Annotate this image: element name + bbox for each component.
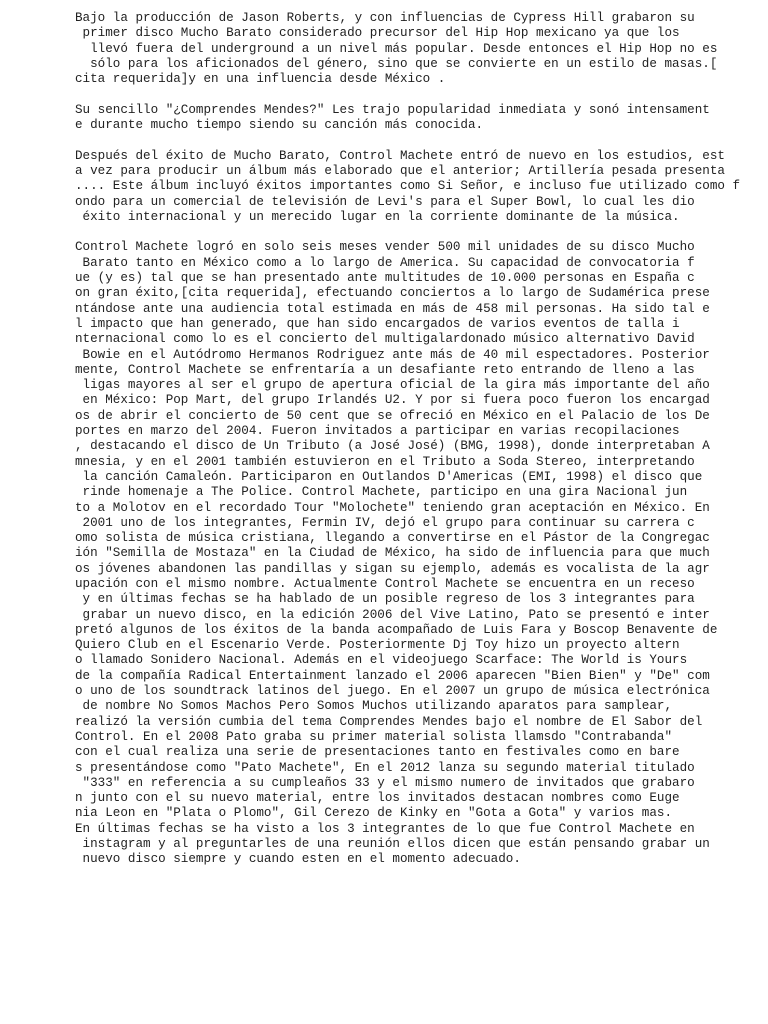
text-line: pretó algunos de los éxitos de la banda acompañado de Luis Fara y Boscop Benavente de — [75, 622, 718, 637]
text-line: "333" en referencia a su cumpleaños 33 y el mismo numero de invitados que grabaro — [75, 775, 695, 790]
text-line: ligas mayores al ser el grupo de apertura oficial de la gira más importante del año — [75, 378, 710, 393]
text-line: a vez para producir un álbum más elaborado que el anterior; Artillería pesada presenta — [75, 163, 725, 178]
text-line: llevó fuera del underground a un nivel más popular. Desde entonces el Hip Hop no es — [75, 41, 718, 56]
paragraph-intro — [75, 11, 765, 87]
text-line: cita requerida]y en una influencia desde México . — [75, 72, 446, 87]
text-line: ntándose ante una audiencia total estimada en más de 458 mil personas. Ha sido tal e — [75, 301, 710, 316]
text-line: Control Machete logró en solo seis meses vender 500 mil unidades de su disco Mucho — [75, 240, 695, 255]
text-line: to a Molotov en el recordado Tour "Molochete" teniendo gran aceptación en México. En — [75, 500, 710, 515]
text-line: Bajo la producción de Jason Roberts, y con influencias de Cypress Hill grabaron su — [75, 11, 695, 25]
text-line: ión "Semilla de Mostaza" en la Ciudad de México, ha sido de influencia para que much — [75, 546, 710, 561]
text-line: nuevo disco siempre y cuando esten en el momento adecuado. — [75, 852, 521, 867]
text-line: .... Este álbum incluyó éxitos importantes como Si Señor, e incluso fue utilizado como f — [75, 179, 741, 194]
text-line: de nombre No Somos Machos Pero Somos Muchos utilizando aparatos para samplear, — [75, 699, 673, 714]
document-body — [75, 11, 765, 883]
text-line: Su sencillo "¿Comprendes Mendes?" Les trajo popularidad inmediata y sonó intensament — [75, 102, 710, 117]
text-line: upación con el mismo nombre. Actualmente Control Machete se encuentra en un receso — [75, 576, 695, 591]
text-line: En últimas fechas se ha visto a los 3 integrantes de lo que fue Control Machete en — [75, 821, 695, 836]
text-line: éxito internacional y un merecido lugar en la corriente dominante de la música. — [75, 209, 680, 224]
text-line: on gran éxito,[cita requerida], efectuando conciertos a lo largo de Sudamérica prese — [75, 286, 710, 301]
text-line: o llamado Sonidero Nacional. Además en el videojuego Scarface: The World is Yours — [75, 653, 688, 668]
paragraph-second-album — [75, 149, 765, 225]
text-line: nia Leon en "Plata o Plomo", Gil Cerezo de Kinky en "Gota a Gota" y varios mas. — [75, 806, 673, 821]
paragraph-single — [75, 103, 765, 134]
text-line: con el cual realiza una serie de presentaciones tanto en festivales como en bare — [75, 745, 680, 760]
text-line: , destacando el disco de Un Tributo (a José José) (BMG, 1998), donde interpretaban A — [75, 439, 710, 454]
text-line: realizó la versión cumbia del tema Comprendes Mendes bajo el nombre de El Sabor del — [75, 714, 703, 729]
text-line: 2001 uno de los integrantes, Fermin IV, dejó el grupo para continuar su carrera c — [75, 515, 695, 530]
text-line: mente, Control Machete se enfrentaría a un desafiante reto entrando de lleno a las — [75, 362, 695, 377]
text-line: rinde homenaje a The Police. Control Machete, participo en una gira Nacional jun — [75, 485, 688, 500]
text-line: l impacto que han generado, que han sido encargados de varios eventos de talla i — [75, 316, 680, 331]
text-line: e durante mucho tiempo siendo su canción más conocida. — [75, 118, 484, 133]
text-line: n junto con el su nuevo material, entre los invitados destacan nombres como Euge — [75, 791, 680, 806]
paragraph-history — [75, 240, 765, 867]
text-line: ondo para un comercial de televisión de Levi's para el Super Bowl, lo cual les dio — [75, 194, 695, 209]
text-line: Bowie en el Autódromo Hermanos Rodriguez ante más de 40 mil espectadores. Posterior — [75, 347, 710, 362]
text-line: Control. En el 2008 Pato graba su primer material solista llamsdo "Contrabanda" — [75, 729, 673, 744]
text-line: y en últimas fechas se ha hablado de un posible regreso de los 3 integrantes para — [75, 592, 695, 607]
text-line: Después del éxito de Mucho Barato, Control Machete entró de nuevo en los estudios, est — [75, 148, 725, 163]
text-line: mnesia, y en el 2001 también estuvieron en el Tributo a Soda Stereo, interpretando — [75, 454, 695, 469]
text-line: portes en marzo del 2004. Fueron invitados a participar en varias recopilaciones — [75, 424, 680, 439]
text-line: o uno de los soundtrack latinos del juego. En el 2007 un grupo de música electrónica — [75, 684, 710, 699]
text-line: s presentándose como "Pato Machete", En el 2012 lanza su segundo material titulado — [75, 760, 695, 775]
text-line: os de abrir el concierto de 50 cent que se ofreció en México en el Palacio de los De — [75, 408, 710, 423]
text-line: os jóvenes abandonen las pandillas y sigan su ejemplo, además es vocalista de la agr — [75, 561, 710, 576]
text-line: sólo para los aficionados del género, sino que se convierte en un estilo de masas.[ — [75, 56, 718, 71]
text-line: la canción Camaleón. Participaron en Outlandos D'Americas (EMI, 1998) el disco que — [75, 469, 703, 484]
text-line: de la compañía Radical Entertainment lanzado el 2006 aparecen "Bien Bien" y "De" com — [75, 668, 710, 683]
text-line: Barato tanto en México como a lo largo de America. Su capacidad de convocatoria f — [75, 255, 695, 270]
text-line: omo solista de música cristiana, llegando a convertirse en el Pástor de la Congregac — [75, 531, 710, 546]
text-line: nternacional como lo es el concierto del multigalardonado músico alternativo David — [75, 332, 695, 347]
text-line: Quiero Club en el Escenario Verde. Posteriormente Dj Toy hizo un proyecto altern — [75, 638, 680, 653]
text-line: ue (y es) tal que se han presentado ante multitudes de 10.000 personas en España c — [75, 271, 695, 286]
text-line: grabar un nuevo disco, en la edición 2006 del Vive Latino, Pato se presentó e inter — [75, 607, 710, 622]
text-line: primer disco Mucho Barato considerado precursor del Hip Hop mexicano ya que los — [75, 26, 680, 41]
text-line: instagram y al preguntarles de una reunión ellos dicen que están pensando grabar un — [75, 837, 710, 852]
text-line: en México: Pop Mart, del grupo Irlandés U2. Y por si fuera poco fueron los encargad — [75, 393, 710, 408]
